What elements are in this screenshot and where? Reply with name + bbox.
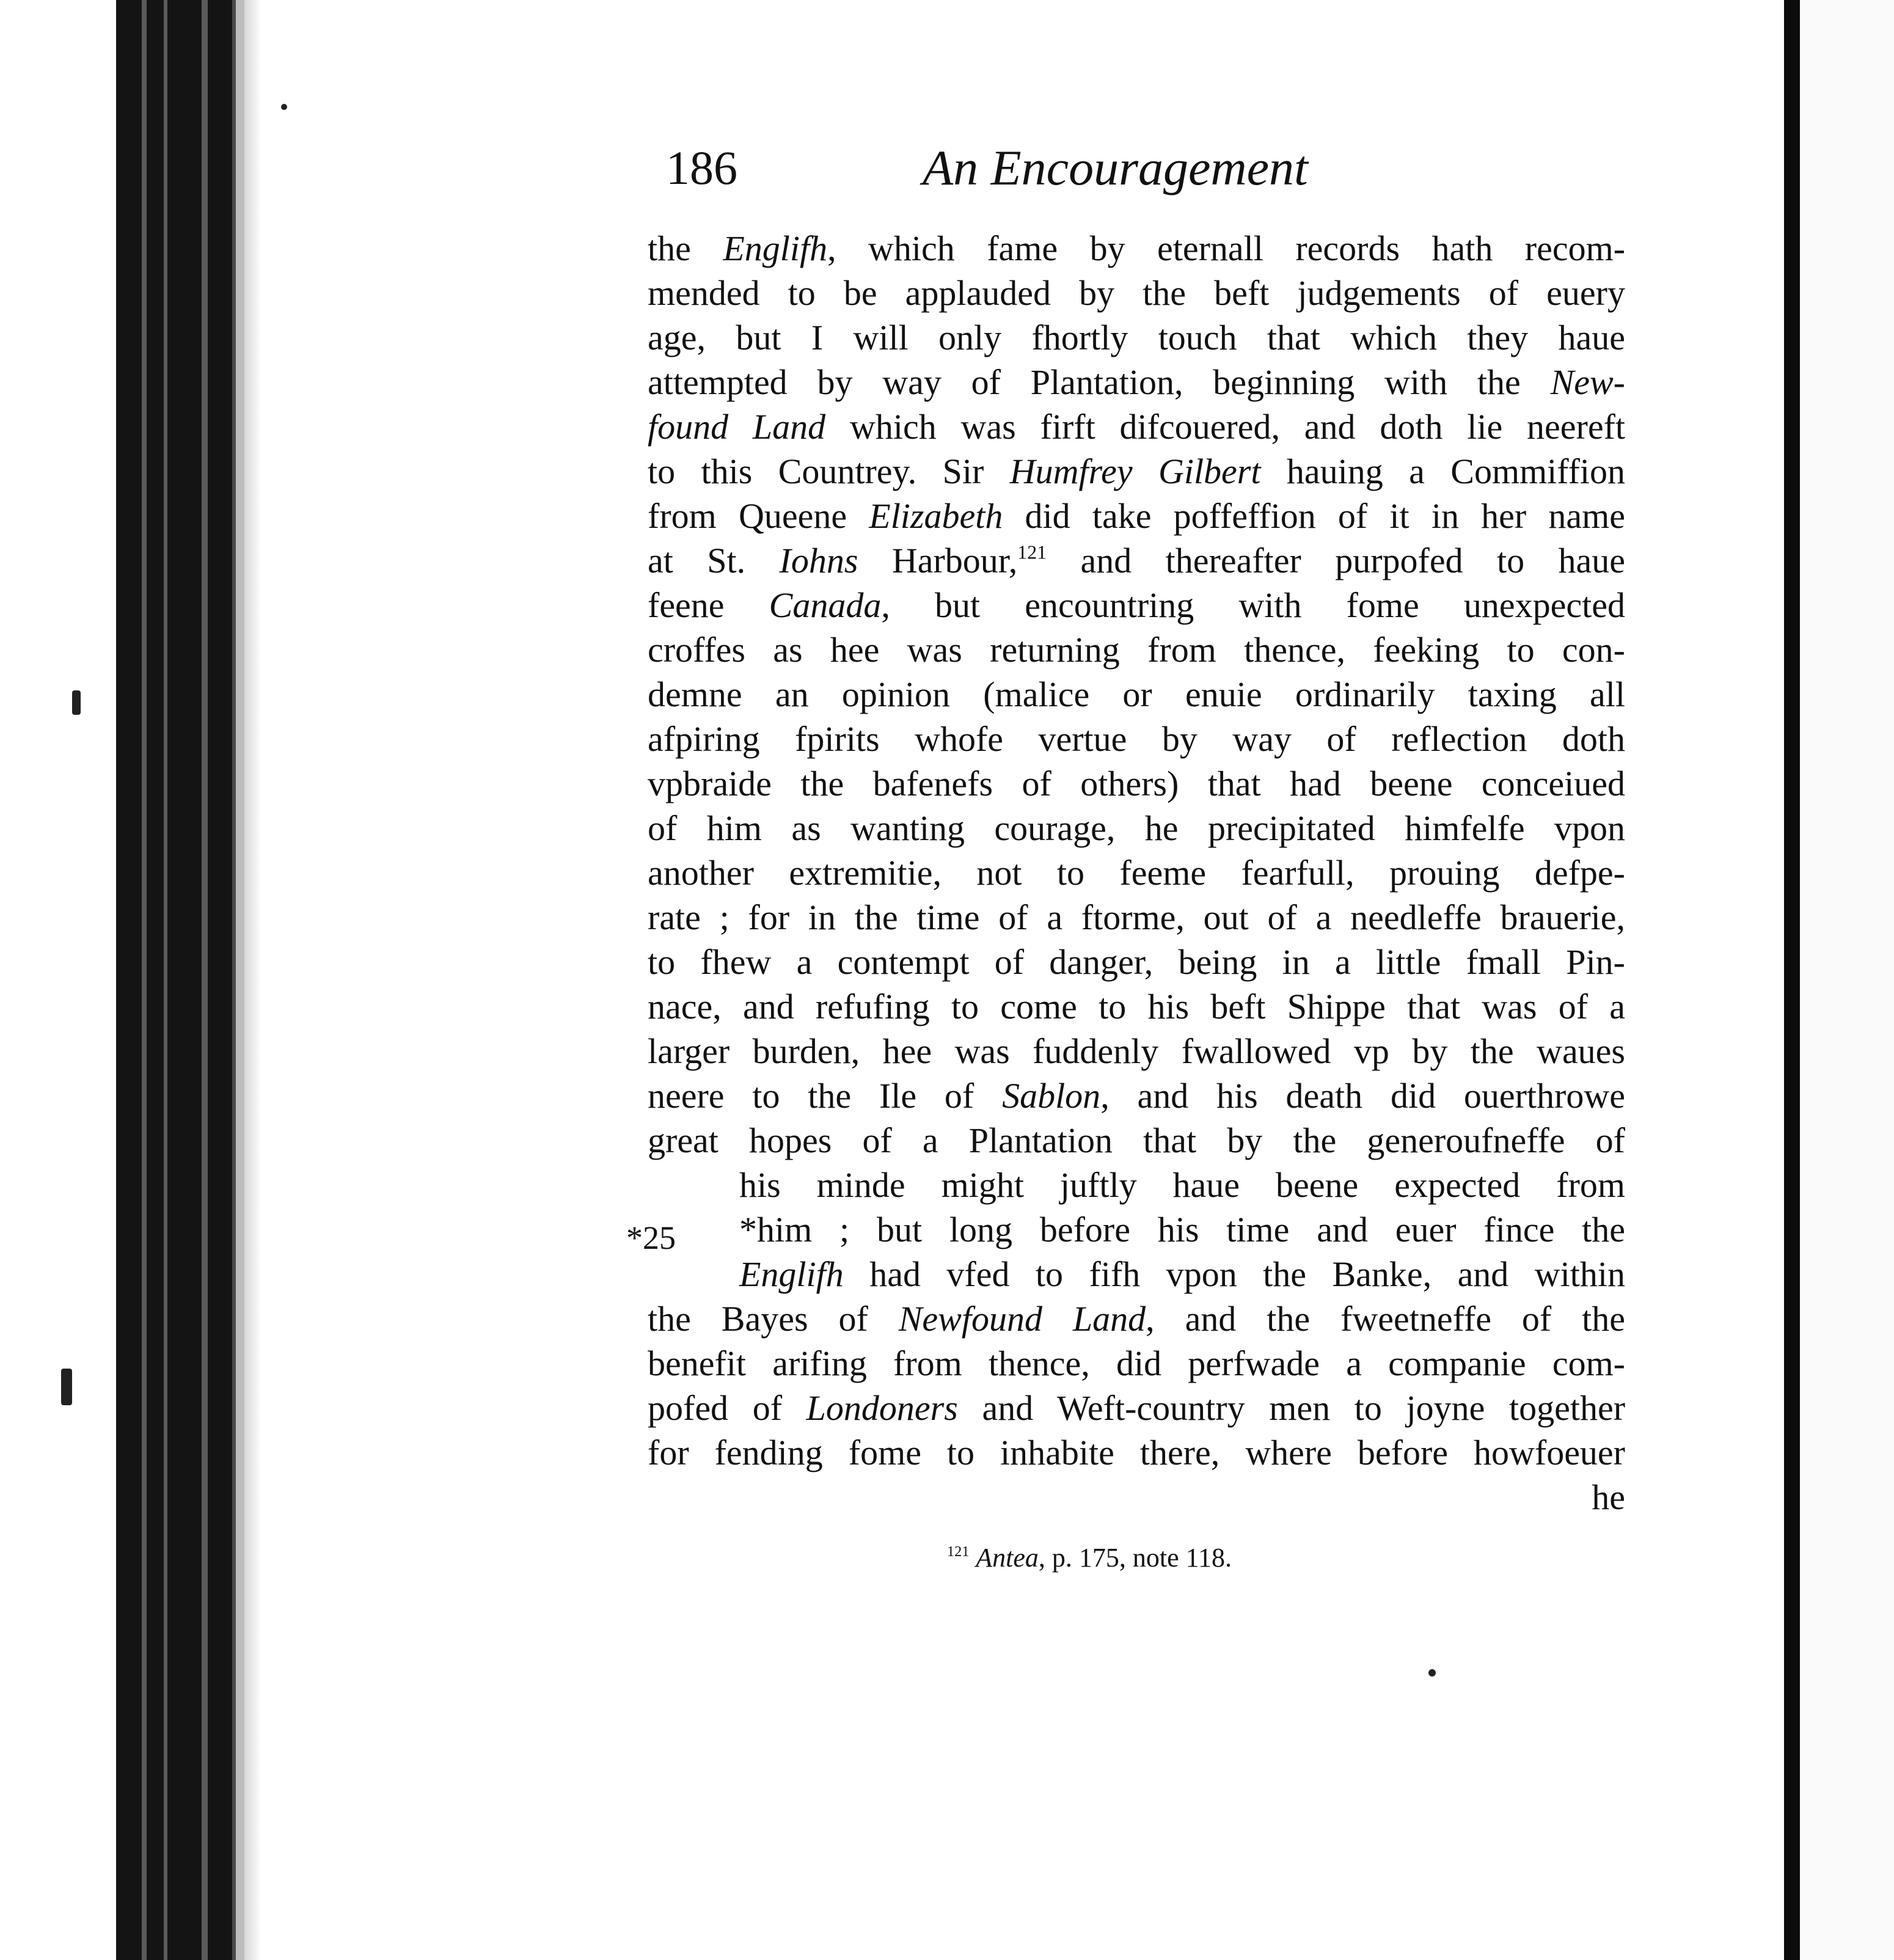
running-title: An Encouragement: [923, 140, 1308, 196]
line-text: , but encountring with fome unexpected: [881, 585, 1625, 625]
line-text: did take poffeffion of it in her name: [1003, 496, 1625, 536]
text-line: [648, 583, 1625, 627]
text-line: [648, 1252, 1625, 1296]
text-line: [648, 940, 1625, 984]
binding-stripe: [142, 0, 147, 1960]
line-text: his minde might juftly haue beene expected from: [739, 1165, 1625, 1205]
binding-stripe: [202, 0, 208, 1960]
italic-text: Londoners: [806, 1388, 958, 1428]
book-binding: [116, 0, 236, 1960]
line-text: mended to be applauded by the beft judgements of euery: [648, 273, 1625, 313]
text-line: [648, 404, 1625, 449]
text-line: [648, 761, 1625, 806]
text-line: [648, 1430, 1625, 1475]
text-line: [648, 538, 1625, 583]
italic-text: Newfound Land: [898, 1299, 1146, 1339]
line-text: another extremitie, not to feeme fearfull, prouing defpe-: [648, 853, 1625, 893]
line-text: demne an opinion (malice or enuie ordinarily taxing all: [648, 675, 1625, 714]
right-margin-strip: [1800, 0, 1894, 1960]
italic-text: Humfrey Gilbert: [1009, 452, 1261, 491]
line-text: *him ; but long before his time and euer fince the: [739, 1210, 1625, 1249]
line-text: Harbour,: [858, 541, 1018, 580]
line-text: hauing a Commiffion: [1260, 452, 1625, 491]
text-line: [648, 494, 1625, 538]
line-text: for fending fome to inhabite there, where before howfoeuer: [648, 1433, 1625, 1472]
line-text: benefit arifing from thence, did perfwade a companie com-: [648, 1344, 1625, 1383]
italic-text: Englifh: [723, 229, 828, 268]
text-line: [648, 850, 1625, 895]
italic-text: New-: [1550, 362, 1625, 402]
footnote-text: , p. 175, note 118.: [1038, 1543, 1232, 1573]
line-text: of him as wanting courage, he precipitated himfelfe vpon: [648, 808, 1625, 848]
page-gutter: [244, 0, 261, 1960]
dust-speck: [1428, 1669, 1436, 1677]
italic-text: Elizabeth: [869, 496, 1003, 536]
text-line: [648, 449, 1625, 494]
binding-stripe: [164, 0, 167, 1960]
line-text: had vfed to fifh vpon the Banke, and within: [843, 1254, 1625, 1294]
text-line: [648, 1296, 1625, 1341]
body-text: [648, 226, 1625, 1519]
text-line: [648, 1341, 1625, 1386]
line-text: to fhew a contempt of danger, being in a little fmall Pin-: [648, 942, 1625, 982]
footnote-italic: Antea: [976, 1543, 1039, 1573]
line-text: and thereafter purpofed to haue: [1047, 541, 1625, 580]
dust-speck: [72, 690, 81, 715]
text-line: [648, 895, 1625, 940]
line-text: the Bayes of: [648, 1299, 899, 1339]
italic-text: Iohns: [779, 541, 858, 580]
text-line: [648, 1118, 1625, 1163]
line-text: larger burden, hee was fuddenly fwallowed vp by the waues: [648, 1031, 1625, 1071]
line-text: croffes as hee was returning from thence, feeking to con-: [648, 630, 1625, 670]
footnote-ref: 121: [1017, 541, 1047, 563]
italic-text: Sablon: [1002, 1076, 1101, 1116]
page-number: 186: [666, 141, 737, 194]
footnote: [947, 1540, 1232, 1576]
line-text: which was firft difcouered, and doth lie neereft: [825, 407, 1626, 447]
left-page-edge: [0, 0, 128, 1960]
line-text: the: [648, 229, 723, 268]
line-text: nace, and refufing to come to his beft Shippe that was of a: [648, 987, 1625, 1026]
margin-signature-mark: *25: [626, 1220, 676, 1256]
text-line: [648, 226, 1625, 271]
italic-text: found Land: [648, 407, 826, 447]
line-text: , which fame by eternall records hath recom-: [827, 229, 1626, 268]
page-edge: [236, 0, 244, 1960]
page-header: [666, 137, 1375, 205]
italic-text: Englifh: [739, 1254, 844, 1294]
line-text: , and the fweetneffe of the: [1146, 1299, 1625, 1339]
footnote-marker: 121: [947, 1543, 970, 1560]
line-text: afpiring fpirits whofe vertue by way of reflection doth: [648, 719, 1625, 759]
line-text: at St.: [648, 541, 780, 580]
text-line: [648, 627, 1625, 672]
text-line: [648, 1073, 1625, 1118]
dust-speck: [61, 1369, 72, 1405]
text-line: [648, 806, 1625, 850]
dust-speck: [281, 104, 287, 110]
line-text: rate ; for in the time of a ftorme, out of a needleffe brauerie,: [648, 898, 1625, 937]
text-line: [648, 360, 1625, 404]
italic-text: Canada: [769, 585, 882, 625]
line-text: from Queene: [648, 496, 869, 536]
line-text: vpbraide the bafenefs of others) that had beene conceiued: [648, 764, 1625, 803]
line-text: pofed of: [648, 1388, 806, 1428]
text-line: [648, 717, 1625, 761]
line-text: to this Countrey. Sir: [648, 452, 1010, 491]
text-line: [648, 315, 1625, 360]
line-text: age, but I will only fhortly touch that which they haue: [648, 318, 1625, 357]
text-line: [648, 1386, 1625, 1430]
line-text: , and his death did ouerthrowe: [1100, 1076, 1625, 1116]
text-line: [648, 1163, 1625, 1207]
text-line: [648, 984, 1625, 1029]
text-line: [648, 271, 1625, 315]
right-page-border: [1784, 0, 1800, 1960]
text-line: [648, 1029, 1625, 1073]
line-text: neere to the Ile of: [648, 1076, 1003, 1116]
line-text: and Weft-country men to joyne together: [957, 1388, 1626, 1428]
line-text: attempted by way of Plantation, beginning with the: [648, 362, 1551, 402]
catchword: he: [1592, 1477, 1625, 1517]
text-line: [648, 672, 1625, 717]
line-text: feene: [648, 585, 769, 625]
text-line: [648, 1207, 1625, 1252]
line-text: great hopes of a Plantation that by the generoufneffe of: [648, 1121, 1625, 1160]
